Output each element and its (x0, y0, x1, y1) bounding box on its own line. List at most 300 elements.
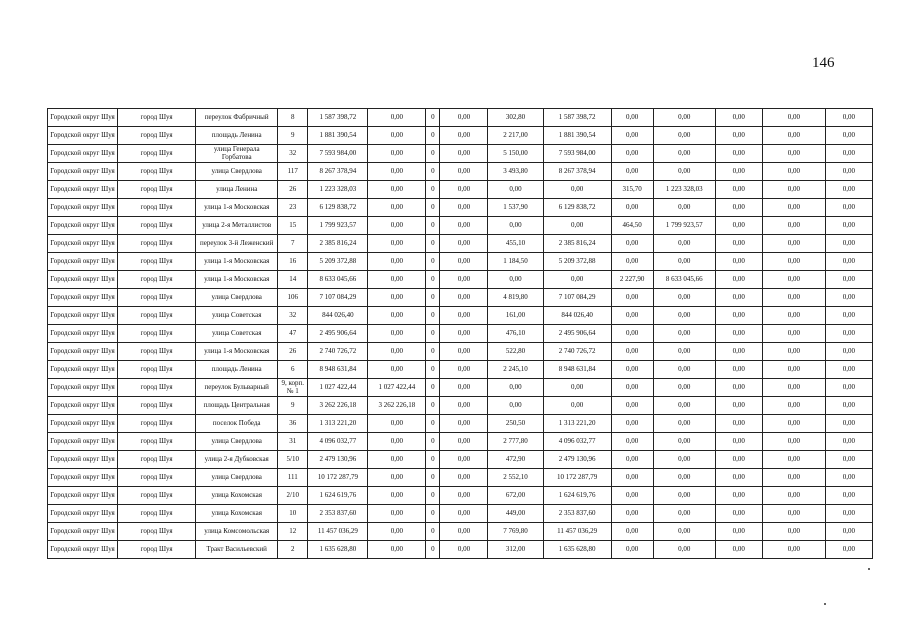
cell-area-a: 672,00 (488, 487, 543, 505)
cell-municipality: Городской округ Шуя (48, 253, 118, 271)
cell-house: 8 (278, 109, 308, 127)
cell-cost-b: 0,00 (440, 469, 488, 487)
cell-cost-g: 0,00 (825, 415, 872, 433)
cell-cost-g: 0,00 (825, 145, 872, 163)
cell-area-b: 0,00 (611, 235, 653, 253)
cell-house: 15 (278, 217, 308, 235)
cell-settlement: город Шуя (118, 325, 196, 343)
cell-settlement: город Шуя (118, 343, 196, 361)
cell-settlement: город Шуя (118, 541, 196, 559)
cell-house: 2 (278, 541, 308, 559)
cell-settlement: город Шуя (118, 217, 196, 235)
cell-street: поселок Победа (196, 415, 278, 433)
cell-total-cost: 5 209 372,88 (308, 253, 368, 271)
cell-count: 0 (426, 199, 440, 217)
cell-street: улица Кохомская (196, 505, 278, 523)
cell-municipality: Городской округ Шуя (48, 217, 118, 235)
cell-cost-b: 0,00 (440, 199, 488, 217)
cell-cost-b: 0,00 (440, 523, 488, 541)
cell-cost-a: 0,00 (368, 325, 426, 343)
cell-cost-e: 0,00 (715, 361, 762, 379)
cell-settlement: город Шуя (118, 271, 196, 289)
table-row (48, 235, 873, 253)
cell-area-a: 0,00 (488, 217, 543, 235)
cell-settlement: город Шуя (118, 433, 196, 451)
cell-area-b: 0,00 (611, 145, 653, 163)
cell-cost-d: 0,00 (653, 163, 715, 181)
cell-cost-g: 0,00 (825, 361, 872, 379)
cell-house: 111 (278, 469, 308, 487)
cell-house: 7 (278, 235, 308, 253)
cell-municipality: Городской округ Шуя (48, 307, 118, 325)
cell-cost-g: 0,00 (825, 379, 872, 397)
cell-cost-g: 0,00 (825, 469, 872, 487)
cell-total-cost: 2 353 837,60 (308, 505, 368, 523)
cell-house: 2/10 (278, 487, 308, 505)
cell-cost-g: 0,00 (825, 451, 872, 469)
cell-area-b: 0,00 (611, 325, 653, 343)
cell-count: 0 (426, 289, 440, 307)
cell-cost-a: 0,00 (368, 271, 426, 289)
cell-cost-c: 844 026,40 (543, 307, 611, 325)
cell-cost-d: 0,00 (653, 361, 715, 379)
cell-cost-f: 0,00 (762, 199, 825, 217)
cell-cost-f: 0,00 (762, 397, 825, 415)
cell-street: площадь Ленина (196, 127, 278, 145)
cell-total-cost: 7 107 084,29 (308, 289, 368, 307)
cell-area-a: 0,00 (488, 397, 543, 415)
cell-cost-g: 0,00 (825, 217, 872, 235)
cell-count: 0 (426, 541, 440, 559)
cell-cost-b: 0,00 (440, 361, 488, 379)
table-row (48, 415, 873, 433)
cell-area-a: 3 493,80 (488, 163, 543, 181)
cell-count: 0 (426, 145, 440, 163)
cell-area-a: 2 217,00 (488, 127, 543, 145)
scan-speck (868, 568, 870, 570)
cell-house: 16 (278, 253, 308, 271)
cell-cost-a: 0,00 (368, 127, 426, 145)
cell-count: 0 (426, 217, 440, 235)
cell-cost-d: 1 799 923,57 (653, 217, 715, 235)
table-row (48, 271, 873, 289)
cell-cost-d: 0,00 (653, 379, 715, 397)
cell-cost-g: 0,00 (825, 343, 872, 361)
cell-cost-f: 0,00 (762, 127, 825, 145)
cell-street: улица 1-я Московская (196, 253, 278, 271)
cell-house: 9 (278, 127, 308, 145)
cell-total-cost: 4 096 032,77 (308, 433, 368, 451)
cell-area-a: 1 184,50 (488, 253, 543, 271)
cell-cost-d: 0,00 (653, 145, 715, 163)
cell-municipality: Городской округ Шуя (48, 397, 118, 415)
cell-cost-e: 0,00 (715, 109, 762, 127)
cell-street: Тракт Васильевский (196, 541, 278, 559)
cell-cost-e: 0,00 (715, 415, 762, 433)
cell-cost-b: 0,00 (440, 181, 488, 199)
cell-area-b: 0,00 (611, 415, 653, 433)
cell-municipality: Городской округ Шуя (48, 325, 118, 343)
cell-total-cost: 1 313 221,20 (308, 415, 368, 433)
cell-cost-a: 0,00 (368, 235, 426, 253)
cell-cost-c: 8 267 378,94 (543, 163, 611, 181)
cell-area-a: 476,10 (488, 325, 543, 343)
cell-cost-c: 0,00 (543, 379, 611, 397)
cell-cost-d: 0,00 (653, 307, 715, 325)
cell-cost-f: 0,00 (762, 469, 825, 487)
cell-cost-c: 2 353 837,60 (543, 505, 611, 523)
cell-cost-b: 0,00 (440, 109, 488, 127)
cell-cost-f: 0,00 (762, 379, 825, 397)
cell-cost-e: 0,00 (715, 307, 762, 325)
records-table (47, 108, 873, 559)
cell-count: 0 (426, 181, 440, 199)
table-row (48, 469, 873, 487)
cell-area-b: 0,00 (611, 379, 653, 397)
cell-cost-d: 0,00 (653, 199, 715, 217)
cell-cost-f: 0,00 (762, 361, 825, 379)
cell-total-cost: 2 479 130,96 (308, 451, 368, 469)
cell-cost-a: 0,00 (368, 433, 426, 451)
cell-area-b: 0,00 (611, 397, 653, 415)
cell-cost-f: 0,00 (762, 433, 825, 451)
cell-total-cost: 10 172 287,79 (308, 469, 368, 487)
cell-municipality: Городской округ Шуя (48, 271, 118, 289)
table-row (48, 451, 873, 469)
cell-settlement: город Шуя (118, 127, 196, 145)
cell-cost-c: 0,00 (543, 271, 611, 289)
cell-settlement: город Шуя (118, 235, 196, 253)
cell-cost-g: 0,00 (825, 271, 872, 289)
cell-cost-c: 2 495 906,64 (543, 325, 611, 343)
cell-house: 32 (278, 307, 308, 325)
cell-area-a: 0,00 (488, 181, 543, 199)
cell-house: 117 (278, 163, 308, 181)
cell-settlement: город Шуя (118, 145, 196, 163)
cell-municipality: Городской округ Шуя (48, 451, 118, 469)
cell-cost-g: 0,00 (825, 541, 872, 559)
cell-cost-a: 0,00 (368, 415, 426, 433)
cell-area-b: 0,00 (611, 433, 653, 451)
cell-cost-d: 0,00 (653, 541, 715, 559)
cell-cost-c: 8 948 631,84 (543, 361, 611, 379)
cell-cost-g: 0,00 (825, 487, 872, 505)
cell-cost-a: 0,00 (368, 181, 426, 199)
cell-cost-a: 0,00 (368, 163, 426, 181)
cell-house: 12 (278, 523, 308, 541)
cell-cost-d: 0,00 (653, 433, 715, 451)
cell-municipality: Городской округ Шуя (48, 343, 118, 361)
cell-count: 0 (426, 523, 440, 541)
cell-cost-b: 0,00 (440, 397, 488, 415)
table-row (48, 523, 873, 541)
cell-cost-a: 0,00 (368, 451, 426, 469)
cell-cost-b: 0,00 (440, 127, 488, 145)
table-row (48, 145, 873, 163)
cell-street: улица Комсомольская (196, 523, 278, 541)
cell-street: улица Советская (196, 325, 278, 343)
cell-area-b: 0,00 (611, 289, 653, 307)
cell-cost-f: 0,00 (762, 181, 825, 199)
cell-cost-f: 0,00 (762, 289, 825, 307)
cell-cost-b: 0,00 (440, 379, 488, 397)
cell-cost-a: 1 027 422,44 (368, 379, 426, 397)
cell-area-a: 2 245,10 (488, 361, 543, 379)
cell-street: переулок 3-й Леженский (196, 235, 278, 253)
cell-cost-a: 3 262 226,18 (368, 397, 426, 415)
cell-cost-a: 0,00 (368, 505, 426, 523)
cell-cost-d: 0,00 (653, 415, 715, 433)
cell-cost-a: 0,00 (368, 307, 426, 325)
table-row (48, 433, 873, 451)
cell-cost-b: 0,00 (440, 487, 488, 505)
cell-cost-f: 0,00 (762, 487, 825, 505)
cell-house: 6 (278, 361, 308, 379)
cell-cost-c: 0,00 (543, 217, 611, 235)
table-row (48, 307, 873, 325)
cell-count: 0 (426, 127, 440, 145)
cell-area-b: 0,00 (611, 199, 653, 217)
cell-municipality: Городской округ Шуя (48, 199, 118, 217)
cell-house: 106 (278, 289, 308, 307)
cell-street: переулок Фабричный (196, 109, 278, 127)
cell-area-b: 0,00 (611, 451, 653, 469)
cell-cost-e: 0,00 (715, 235, 762, 253)
cell-cost-b: 0,00 (440, 433, 488, 451)
cell-cost-g: 0,00 (825, 307, 872, 325)
cell-area-a: 0,00 (488, 379, 543, 397)
cell-area-a: 472,90 (488, 451, 543, 469)
cell-total-cost: 1 881 390,54 (308, 127, 368, 145)
table-row (48, 541, 873, 559)
cell-cost-e: 0,00 (715, 127, 762, 145)
cell-settlement: город Шуя (118, 163, 196, 181)
cell-cost-a: 0,00 (368, 289, 426, 307)
cell-area-a: 7 769,80 (488, 523, 543, 541)
cell-cost-b: 0,00 (440, 415, 488, 433)
cell-area-b: 0,00 (611, 523, 653, 541)
cell-cost-c: 1 624 619,76 (543, 487, 611, 505)
cell-street: переулок Бульварный (196, 379, 278, 397)
cell-cost-e: 0,00 (715, 541, 762, 559)
cell-cost-a: 0,00 (368, 253, 426, 271)
cell-cost-c: 7 593 984,00 (543, 145, 611, 163)
cell-count: 0 (426, 235, 440, 253)
cell-cost-f: 0,00 (762, 541, 825, 559)
cell-total-cost: 2 495 906,64 (308, 325, 368, 343)
cell-municipality: Городской округ Шуя (48, 523, 118, 541)
cell-settlement: город Шуя (118, 487, 196, 505)
cell-count: 0 (426, 379, 440, 397)
cell-settlement: город Шуя (118, 505, 196, 523)
cell-settlement: город Шуя (118, 523, 196, 541)
cell-cost-d: 0,00 (653, 253, 715, 271)
cell-cost-d: 0,00 (653, 505, 715, 523)
cell-cost-e: 0,00 (715, 145, 762, 163)
cell-total-cost: 1 799 923,57 (308, 217, 368, 235)
cell-area-b: 0,00 (611, 343, 653, 361)
cell-total-cost: 1 027 422,44 (308, 379, 368, 397)
cell-cost-f: 0,00 (762, 325, 825, 343)
cell-street: улица Ленина (196, 181, 278, 199)
cell-cost-b: 0,00 (440, 541, 488, 559)
cell-settlement: город Шуя (118, 397, 196, 415)
cell-cost-b: 0,00 (440, 325, 488, 343)
cell-cost-d: 0,00 (653, 289, 715, 307)
cell-area-a: 312,00 (488, 541, 543, 559)
cell-cost-e: 0,00 (715, 433, 762, 451)
cell-cost-b: 0,00 (440, 289, 488, 307)
cell-street: улица 1-я Московская (196, 343, 278, 361)
cell-cost-a: 0,00 (368, 487, 426, 505)
cell-cost-d: 0,00 (653, 325, 715, 343)
cell-cost-f: 0,00 (762, 451, 825, 469)
cell-count: 0 (426, 415, 440, 433)
cell-area-a: 250,50 (488, 415, 543, 433)
cell-street: улица Советская (196, 307, 278, 325)
cell-area-a: 161,00 (488, 307, 543, 325)
cell-count: 0 (426, 271, 440, 289)
cell-cost-b: 0,00 (440, 217, 488, 235)
cell-cost-e: 0,00 (715, 271, 762, 289)
cell-cost-a: 0,00 (368, 109, 426, 127)
cell-cost-g: 0,00 (825, 181, 872, 199)
cell-cost-e: 0,00 (715, 163, 762, 181)
cell-cost-g: 0,00 (825, 163, 872, 181)
cell-cost-c: 4 096 032,77 (543, 433, 611, 451)
cell-area-a: 0,00 (488, 271, 543, 289)
cell-municipality: Городской округ Шуя (48, 289, 118, 307)
cell-total-cost: 844 026,40 (308, 307, 368, 325)
cell-area-a: 455,10 (488, 235, 543, 253)
cell-cost-f: 0,00 (762, 415, 825, 433)
cell-total-cost: 2 385 816,24 (308, 235, 368, 253)
cell-settlement: город Шуя (118, 181, 196, 199)
cell-count: 0 (426, 163, 440, 181)
cell-settlement: город Шуя (118, 415, 196, 433)
cell-total-cost: 1 223 328,03 (308, 181, 368, 199)
cell-municipality: Городской округ Шуя (48, 505, 118, 523)
cell-cost-d: 0,00 (653, 523, 715, 541)
cell-settlement: город Шуя (118, 109, 196, 127)
cell-house: 32 (278, 145, 308, 163)
cell-house: 36 (278, 415, 308, 433)
cell-cost-c: 6 129 838,72 (543, 199, 611, 217)
cell-cost-c: 10 172 287,79 (543, 469, 611, 487)
cell-area-b: 0,00 (611, 361, 653, 379)
cell-area-a: 2 777,80 (488, 433, 543, 451)
cell-street: улица Кохомская (196, 487, 278, 505)
cell-cost-e: 0,00 (715, 451, 762, 469)
cell-cost-g: 0,00 (825, 199, 872, 217)
cell-count: 0 (426, 487, 440, 505)
cell-municipality: Городской округ Шуя (48, 379, 118, 397)
table-row (48, 199, 873, 217)
cell-cost-g: 0,00 (825, 433, 872, 451)
cell-total-cost: 1 635 628,80 (308, 541, 368, 559)
cell-municipality: Городской округ Шуя (48, 109, 118, 127)
cell-street: площадь Ленина (196, 361, 278, 379)
cell-cost-d: 1 223 328,03 (653, 181, 715, 199)
cell-area-a: 2 552,10 (488, 469, 543, 487)
cell-cost-e: 0,00 (715, 199, 762, 217)
cell-street: площадь Центральная (196, 397, 278, 415)
cell-count: 0 (426, 325, 440, 343)
cell-cost-d: 0,00 (653, 487, 715, 505)
cell-total-cost: 8 267 378,94 (308, 163, 368, 181)
cell-count: 0 (426, 469, 440, 487)
cell-area-b: 0,00 (611, 469, 653, 487)
cell-cost-e: 0,00 (715, 253, 762, 271)
cell-street: улица 1-я Московская (196, 271, 278, 289)
cell-cost-c: 2 479 130,96 (543, 451, 611, 469)
cell-total-cost: 6 129 838,72 (308, 199, 368, 217)
cell-area-b: 0,00 (611, 487, 653, 505)
cell-cost-d: 0,00 (653, 451, 715, 469)
cell-cost-g: 0,00 (825, 109, 872, 127)
cell-street: улица Генерала Горбатова (196, 145, 278, 163)
cell-cost-a: 0,00 (368, 217, 426, 235)
cell-cost-e: 0,00 (715, 325, 762, 343)
cell-cost-f: 0,00 (762, 523, 825, 541)
cell-municipality: Городской округ Шуя (48, 433, 118, 451)
cell-cost-d: 0,00 (653, 235, 715, 253)
cell-cost-f: 0,00 (762, 109, 825, 127)
cell-cost-a: 0,00 (368, 343, 426, 361)
cell-count: 0 (426, 343, 440, 361)
cell-cost-a: 0,00 (368, 199, 426, 217)
cell-count: 0 (426, 505, 440, 523)
table-row (48, 217, 873, 235)
cell-cost-e: 0,00 (715, 343, 762, 361)
cell-house: 26 (278, 343, 308, 361)
cell-municipality: Городской округ Шуя (48, 469, 118, 487)
cell-count: 0 (426, 397, 440, 415)
cell-cost-g: 0,00 (825, 397, 872, 415)
cell-area-b: 0,00 (611, 127, 653, 145)
cell-cost-g: 0,00 (825, 289, 872, 307)
cell-cost-e: 0,00 (715, 217, 762, 235)
cell-house: 14 (278, 271, 308, 289)
cell-cost-d: 0,00 (653, 109, 715, 127)
cell-cost-d: 0,00 (653, 127, 715, 145)
cell-street: улица 2-я Металлистов (196, 217, 278, 235)
cell-area-b: 0,00 (611, 163, 653, 181)
cell-cost-d: 8 633 045,66 (653, 271, 715, 289)
cell-cost-a: 0,00 (368, 523, 426, 541)
cell-area-b: 2 227,90 (611, 271, 653, 289)
cell-area-b: 464,50 (611, 217, 653, 235)
cell-area-a: 4 819,80 (488, 289, 543, 307)
cell-municipality: Городской округ Шуя (48, 127, 118, 145)
cell-cost-f: 0,00 (762, 253, 825, 271)
table-row (48, 253, 873, 271)
cell-total-cost: 2 740 726,72 (308, 343, 368, 361)
cell-settlement: город Шуя (118, 451, 196, 469)
cell-settlement: город Шуя (118, 199, 196, 217)
cell-house: 23 (278, 199, 308, 217)
cell-street: улица Свердлова (196, 433, 278, 451)
cell-total-cost: 1 624 619,76 (308, 487, 368, 505)
cell-settlement: город Шуя (118, 289, 196, 307)
cell-house: 47 (278, 325, 308, 343)
cell-area-a: 449,00 (488, 505, 543, 523)
cell-cost-g: 0,00 (825, 235, 872, 253)
cell-cost-f: 0,00 (762, 505, 825, 523)
table-row (48, 379, 873, 397)
table-row (48, 487, 873, 505)
cell-cost-a: 0,00 (368, 541, 426, 559)
